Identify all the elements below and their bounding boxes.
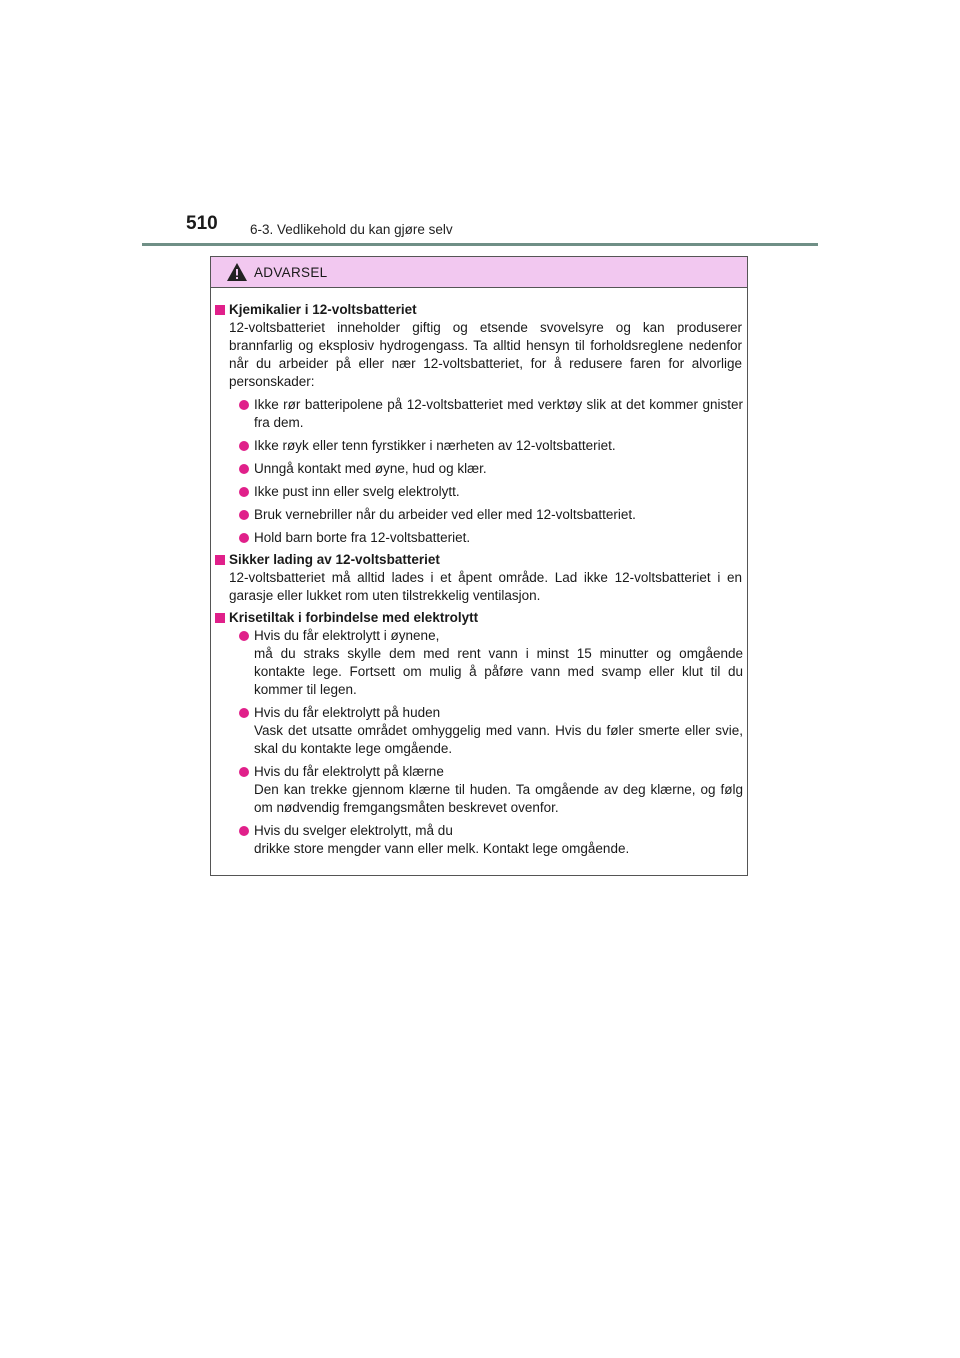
section-safe-charging	[211, 551, 747, 605]
section-chemicals	[211, 301, 747, 547]
list-item-lead: Hvis du får elektrolytt i øynene,	[254, 628, 440, 643]
round-bullet-icon	[239, 487, 249, 497]
section-heading-text: Kjemikalier i 12-voltsbatteriet	[229, 302, 417, 317]
list-item-lead: Hvis du får elektrolytt på klærne	[254, 764, 444, 779]
list-item	[241, 460, 743, 478]
section-paragraph: 12-voltsbatteriet må alltid lades i et åpent område. Lad ikke 12-voltsbatteriet i en garasje eller lukket rom uten tilstrekkelig ventilasjon.	[229, 570, 742, 603]
list-item	[241, 483, 743, 501]
list-item	[241, 437, 743, 455]
list-item-body: Den kan trekke gjennom klærne til huden. Ta omgående av deg klærne, og følg om nødvendig fremgangsmåten beskrevet ovenfor.	[254, 782, 743, 815]
list-item-text: Ikke røyk eller tenn fyrstikker i nærheten av 12-voltsbatteriet.	[254, 438, 616, 453]
section-heading-text: Sikker lading av 12-voltsbatteriet	[229, 552, 440, 567]
square-bullet-icon	[215, 613, 225, 623]
warning-label: ADVARSEL	[254, 265, 328, 280]
list-item-body: må du straks skylle dem med rent vann i minst 15 minutter og omgående kontakte lege. Fortsett om mulig å påføre vann med svamp eller klut til du kommer til legen.	[254, 646, 743, 697]
round-bullet-icon	[239, 464, 249, 474]
round-bullet-icon	[239, 533, 249, 543]
list-item-lead: Hvis du får elektrolytt på huden	[254, 705, 441, 720]
round-bullet-icon	[239, 767, 249, 777]
round-bullet-icon	[239, 708, 249, 718]
section-paragraph: 12-voltsbatteriet inneholder giftig og etsende svovelsyre og kan produserer brannfarlig og eksplosiv hydrogengass. Ta alltid hensyn til forholdsreglene nedenfor når du arbeider på eller nær 12-voltsbatteriet, for å redusere faren for alvorlige personskader:	[229, 320, 742, 389]
header-rule	[142, 243, 818, 246]
section-title: 6-3. Vedlikehold du kan gjøre selv	[250, 222, 453, 237]
page-header	[186, 212, 818, 246]
list-item-text: Ikke pust inn eller svelg elektrolytt.	[254, 484, 460, 499]
round-bullet-icon	[239, 826, 249, 836]
list-item	[241, 506, 743, 524]
section-emergency	[211, 609, 747, 858]
list-item-text: Hold barn borte fra 12-voltsbatteriet.	[254, 530, 471, 545]
round-bullet-icon	[239, 441, 249, 451]
section-heading-text: Krisetiltak i forbindelse med elektrolytt	[229, 610, 479, 625]
page-number: 510	[186, 213, 218, 234]
square-bullet-icon	[215, 305, 225, 315]
section-heading	[215, 551, 747, 569]
section-heading	[215, 301, 747, 319]
warning-body	[211, 288, 747, 858]
square-bullet-icon	[215, 555, 225, 565]
list-item	[241, 529, 743, 547]
list-item	[241, 704, 743, 758]
list-item	[241, 396, 743, 432]
list-item	[241, 763, 743, 817]
list-item-lead: Hvis du svelger elektrolytt, må du	[254, 823, 453, 838]
warning-box	[210, 256, 748, 876]
list-item-body: Vask det utsatte området omhyggelig med vann. Hvis du føler smerte eller svie, skal du kontakte lege omgående.	[254, 723, 743, 756]
list-item-body: drikke store mengder vann eller melk. Kontakt lege omgående.	[254, 841, 630, 856]
section-heading	[215, 609, 747, 627]
list-item-text: Unngå kontakt med øyne, hud og klær.	[254, 461, 487, 476]
round-bullet-icon	[239, 510, 249, 520]
warning-header	[211, 257, 747, 288]
list-item	[241, 627, 743, 699]
list-item	[241, 822, 743, 858]
list-item-text: Ikke rør batteripolene på 12-voltsbatteriet med verktøy slik at det kommer gnister fra dem.	[254, 397, 743, 430]
warning-triangle-icon	[226, 262, 248, 282]
round-bullet-icon	[239, 631, 249, 641]
list-item-text: Bruk vernebriller når du arbeider ved eller med 12-voltsbatteriet.	[254, 507, 636, 522]
round-bullet-icon	[239, 400, 249, 410]
